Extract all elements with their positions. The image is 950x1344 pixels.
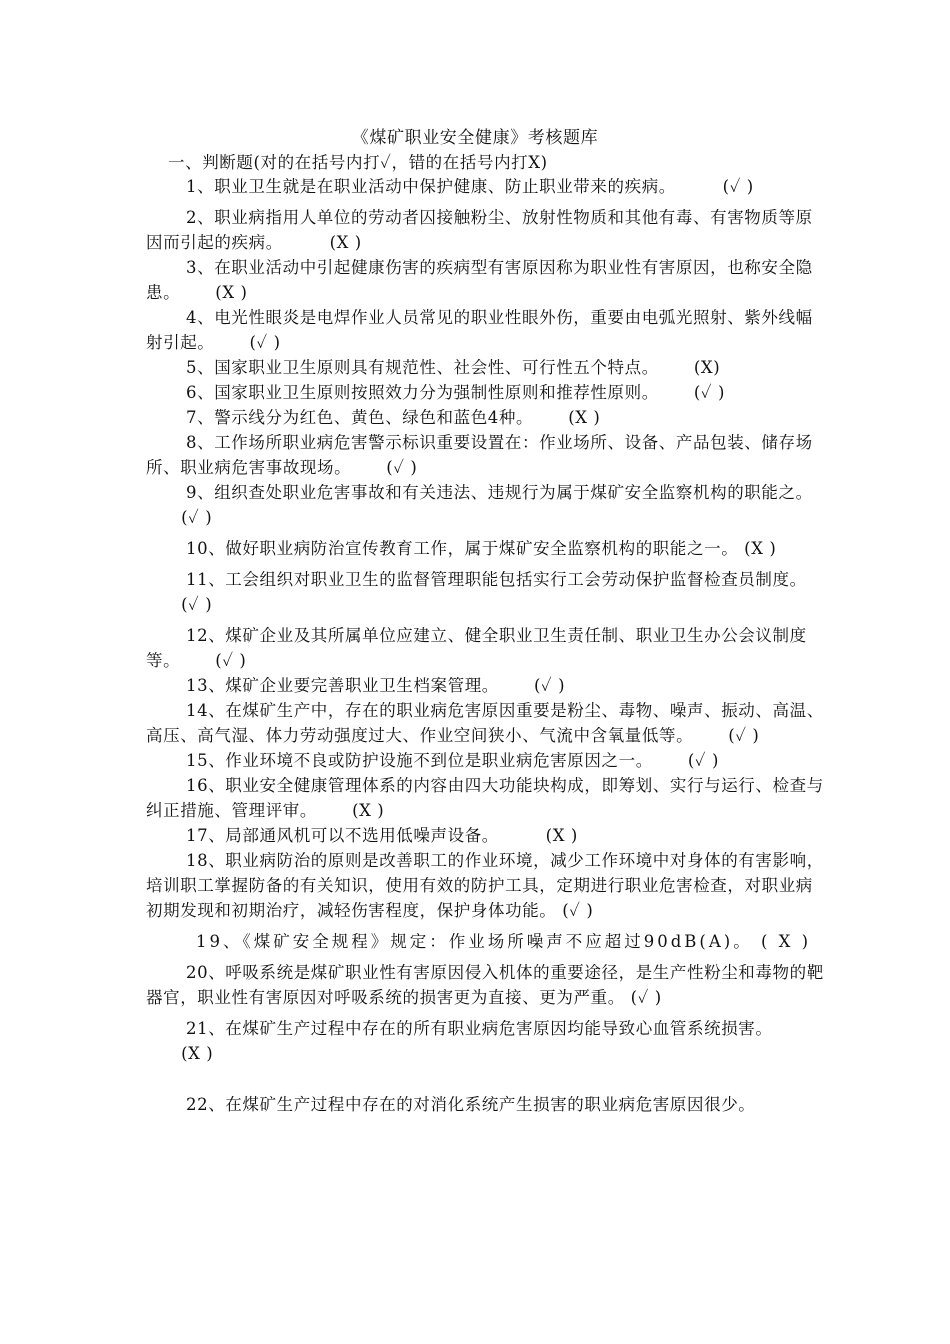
question-text: 9、组织查处职业危害事故和有关违法、违规行为属于煤矿安全监察机构的职能之。 xyxy=(186,483,813,502)
question-item xyxy=(146,1092,826,1117)
question-item xyxy=(146,305,826,355)
answer-mark: (X ) xyxy=(215,283,248,302)
question-item xyxy=(146,430,826,480)
question-text: 1、职业卫生就是在职业活动中保护健康、防止职业带来的疾病。 xyxy=(186,177,676,196)
answer-mark: (✓ ) xyxy=(693,383,726,402)
answer-mark: (X ) xyxy=(744,539,777,558)
question-item xyxy=(146,929,826,954)
question-text: 3、在职业活动中引起健康伤害的疾病型有害原因称为职业性有害原因，也称安全隐患。 xyxy=(146,258,813,302)
answer-mark: (✓ ) xyxy=(533,676,566,695)
answer-mark: (✓ ) xyxy=(562,901,594,920)
question-item xyxy=(146,405,826,430)
question-text: 14、在煤矿生产中，存在的职业病危害原因重要是粉尘、毒物、噪声、振动、高温、高压、高气湿、体力劳动强度过大、作业空间狭小、气流中含氧量低等。 xyxy=(146,701,824,745)
answer-mark: ( X ) xyxy=(760,932,812,951)
answer-mark: (X) xyxy=(693,358,721,377)
question-item xyxy=(146,480,826,530)
answer-mark: (✓ ) xyxy=(249,333,281,352)
question-text: 21、在煤矿生产过程中存在的所有职业病危害原因均能导致心血管系统损害。 xyxy=(186,1019,773,1038)
question-text: 17、局部通风机可以不选用低噪声设备。 xyxy=(186,826,499,845)
question-text: 20、呼吸系统是煤矿职业性有害原因侵入机体的重要途径，是生产性粉尘和毒物的靶器官，职业性有害原因对呼吸系统的损害更为直接、更为严重。 xyxy=(146,963,824,1007)
question-item xyxy=(146,848,826,923)
answer-mark: (X ) xyxy=(568,408,601,427)
question-text: 2、职业病指用人单位的劳动者囚接触粉尘、放射性物质和其他有毒、有害物质等原因而引起的疾病。 xyxy=(146,208,813,252)
answer-mark: (✓ ) xyxy=(215,651,247,670)
question-text: 19、《煤矿安全规程》规定：作业场所噪声不应超过90dB(A)。 xyxy=(196,932,753,951)
answer-mark: (✓ ) xyxy=(181,595,213,614)
answer-mark: (X ) xyxy=(352,801,385,820)
question-item xyxy=(146,567,826,617)
question-item xyxy=(146,174,826,199)
question-text: 18、职业病防治的原则是改善职工的作业环境，减少工作环境中对身体的有害影响，培训职工掌握防备的有关知识，使用有效的防护工具，定期进行职业危害检查，对职业病初期发现和初期治疗，减轻伤害程度，保护身体功能。 xyxy=(146,851,824,920)
question-item xyxy=(146,380,826,405)
question-item xyxy=(146,1016,826,1066)
answer-mark: (✓ ) xyxy=(386,458,418,477)
question-text: 6、国家职业卫生原则按照效力分为强制性原则和推荐性原则。 xyxy=(186,383,659,402)
question-text: 10、做好职业病防治宣传教育工作，属于煤矿安全监察机构的职能之一。 xyxy=(186,539,739,558)
answer-mark: (✓ ) xyxy=(722,177,754,196)
section-heading: 一、判断题(对的在括号内打✓，错的在括号内打X) xyxy=(168,153,548,172)
document-title: 《煤矿职业安全健康》考核题库 xyxy=(351,128,599,148)
question-text: 13、煤矿企业要完善职业卫生档案管理。 xyxy=(186,676,499,695)
question-item xyxy=(146,355,826,380)
question-text: 12、煤矿企业及其所属单位应建立、健全职业卫生责任制、职业卫生办公会议制度等。 xyxy=(146,626,807,670)
answer-mark: (✓ ) xyxy=(687,751,720,770)
question-text: 16、职业安全健康管理体系的内容由四大功能块构成，即筹划、实行与运行、检查与纠正措施、管理评审。 xyxy=(146,776,824,820)
answer-mark: (X ) xyxy=(181,1044,214,1063)
question-item xyxy=(146,773,826,823)
question-item xyxy=(146,673,826,698)
question-text: 4、电光性眼炎是电焊作业人员常见的职业性眼外伤，重要由电弧光照射、紫外线幅射引起。 xyxy=(146,308,813,352)
question-text: 22、在煤矿生产过程中存在的对消化系统产生损害的职业病危害原因很少。 xyxy=(186,1095,756,1114)
question-text: 5、国家职业卫生原则具有规范性、社会性、可行性五个特点。 xyxy=(186,358,659,377)
question-text: 8、工作场所职业病危害警示标识重要设置在：作业场所、设备、产品包装、储存场所、职业病危害事故现场。 xyxy=(146,433,813,477)
question-item xyxy=(146,823,826,848)
answer-mark: (✓ ) xyxy=(728,726,760,745)
answer-mark: (X ) xyxy=(545,826,578,845)
question-item xyxy=(146,698,826,748)
question-text: 11、工会组织对职业卫生的监督管理职能包括实行工会劳动保护监督检查员制度。 xyxy=(186,570,807,589)
question-item xyxy=(146,748,826,773)
question-item xyxy=(146,536,826,561)
question-item xyxy=(146,623,826,673)
question-item xyxy=(146,205,826,255)
answer-mark: (✓ ) xyxy=(630,988,662,1007)
question-item xyxy=(146,255,826,305)
question-text: 7、警示线分为红色、黄色、绿色和蓝色4种。 xyxy=(186,408,534,427)
answer-mark: (X ) xyxy=(329,233,362,252)
question-text: 15、作业环境不良或防护设施不到位是职业病危害原因之一。 xyxy=(186,751,653,770)
question-list xyxy=(146,174,826,1117)
answer-mark: (✓ ) xyxy=(181,508,213,527)
question-item xyxy=(146,960,826,1010)
